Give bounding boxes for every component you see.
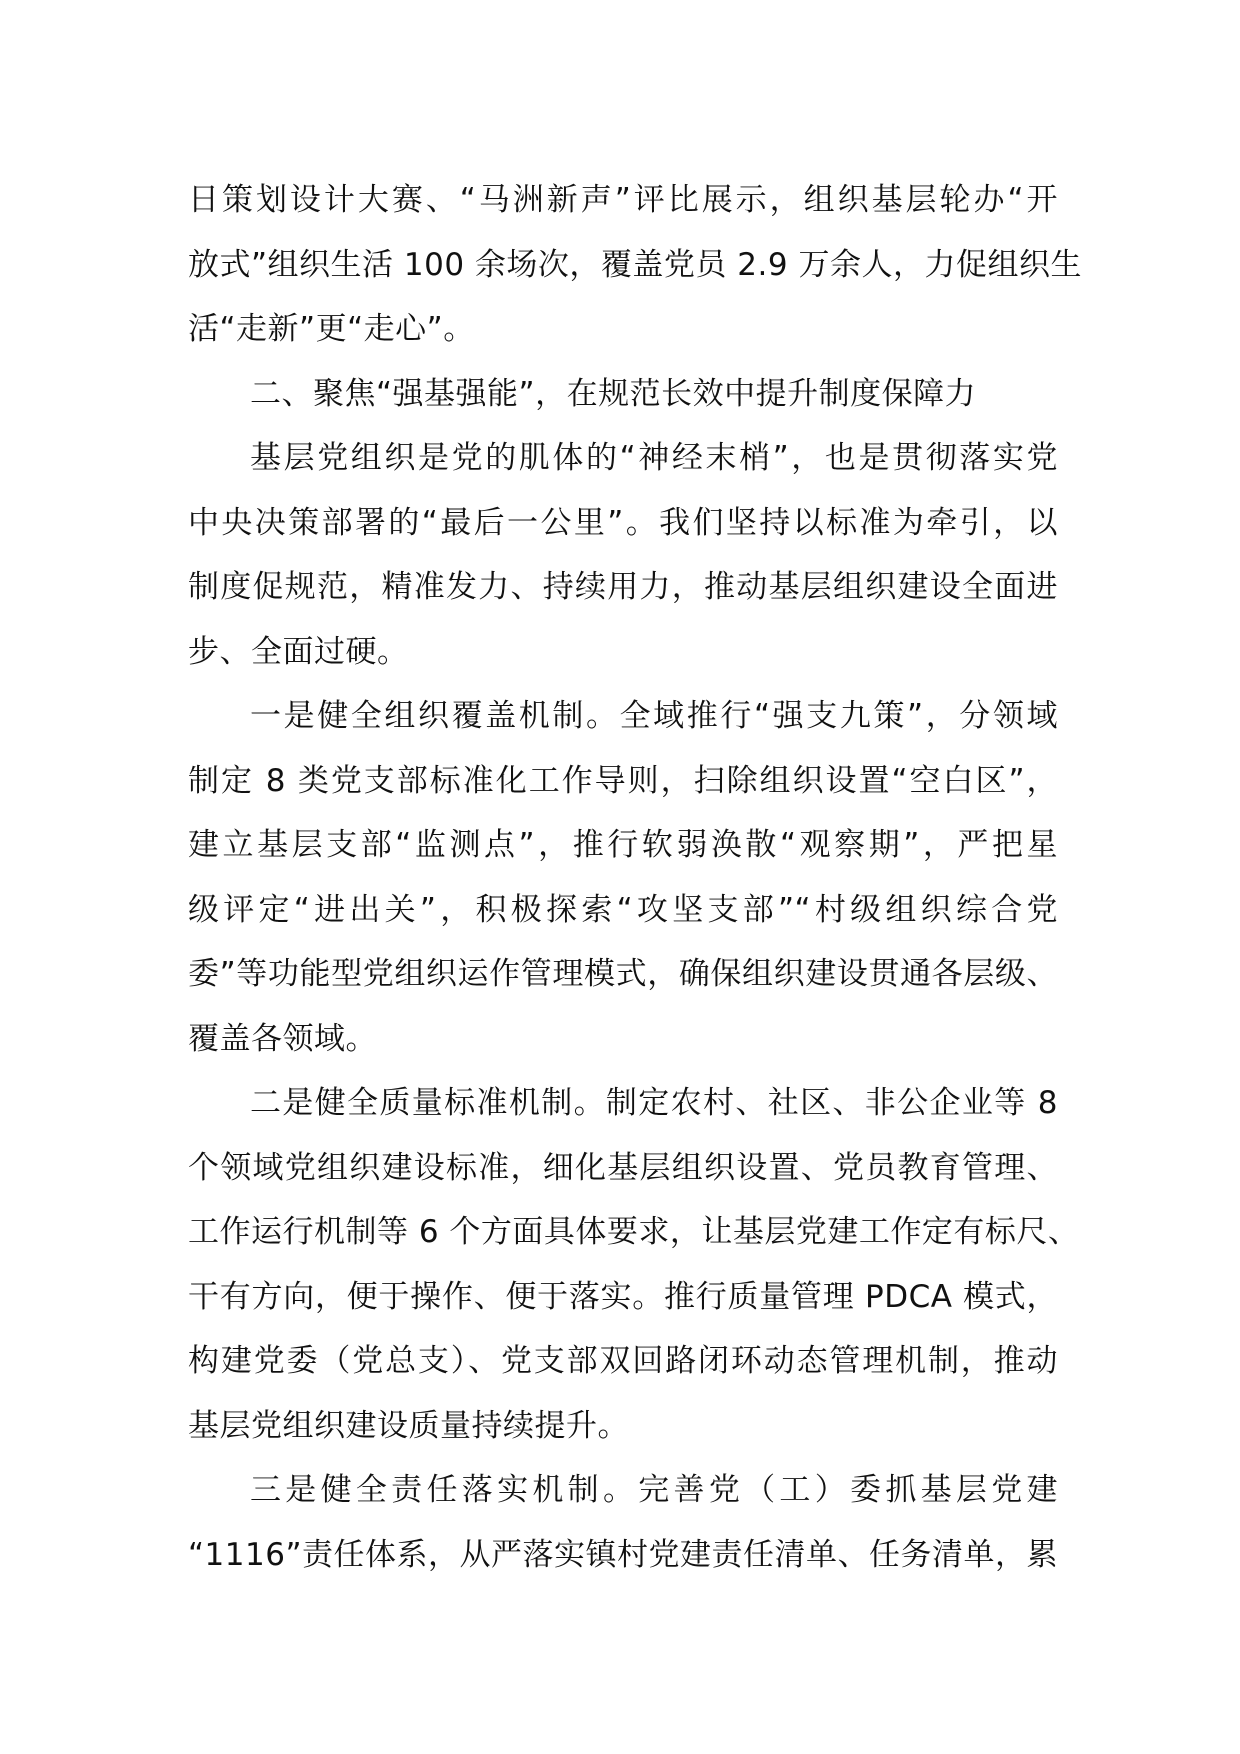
text-line: 干有方向，便于操作、便于落实。推行质量管理 PDCA 模式， (188, 1278, 1058, 1315)
text-line: 工作运行机制等 6 个方面具体要求，让基层党建工作定有标尺、 (188, 1214, 1080, 1250)
text-line: 二是健全质量标准机制。制定农村、社区、非公企业等 8 (250, 1085, 1058, 1121)
text-line: 步、全面过硬。 (188, 633, 409, 670)
text-line: 日策划设计大赛、“马洲新声”评比展示，组织基层轮办“开 (188, 182, 1058, 218)
text-line: 制度促规范，精准发力、持续用力，推动基层组织建设全面进 (188, 569, 1058, 605)
text-line: 二、聚焦“强基强能”，在规范长效中提升制度保障力 (250, 375, 977, 412)
text-line: 构建党委（党总支）、党支部双回路闭环动态管理机制，推动 (188, 1343, 1058, 1379)
text-line: 建立基层支部“监测点”，推行软弱涣散“观察期”，严把星 (188, 827, 1058, 863)
text-line: 中央决策部署的“最后一公里”。我们坚持以标准为牵引，以 (188, 504, 1058, 541)
text-line: 级评定“进出关”，积极探索“攻坚支部”“村级组织综合党 (188, 891, 1058, 928)
text-line: 委”等功能型党组织运作管理模式，确保组织建设贯通各层级、 (188, 956, 1058, 992)
text-line: 制定 8 类党支部标准化工作导则，扫除组织设置“空白区”， (188, 762, 1058, 799)
text-line: 一是健全组织覆盖机制。全域推行“强支九策”，分领域 (250, 698, 1058, 734)
text-line: 个领域党组织建设标准，细化基层组织设置、党员教育管理、 (188, 1149, 1058, 1186)
text-line: 放式”组织生活 100 余场次，覆盖党员 2.9 万余人，力促组织生 (188, 246, 1082, 283)
text-line: “1116”责任体系，从严落实镇村党建责任清单、任务清单，累 (188, 1536, 1059, 1573)
text-line: 基层党组织是党的肌体的“神经末梢”，也是贯彻落实党 (250, 440, 1058, 476)
document-body (188, 168, 1082, 1587)
text-line: 三是健全责任落实机制。完善党（工）委抓基层党建 (250, 1472, 1058, 1508)
text-line: 基层党组织建设质量持续提升。 (188, 1407, 629, 1444)
text-line: 覆盖各领域。 (188, 1020, 377, 1057)
text-line: 活“走新”更“走心”。 (188, 311, 475, 347)
